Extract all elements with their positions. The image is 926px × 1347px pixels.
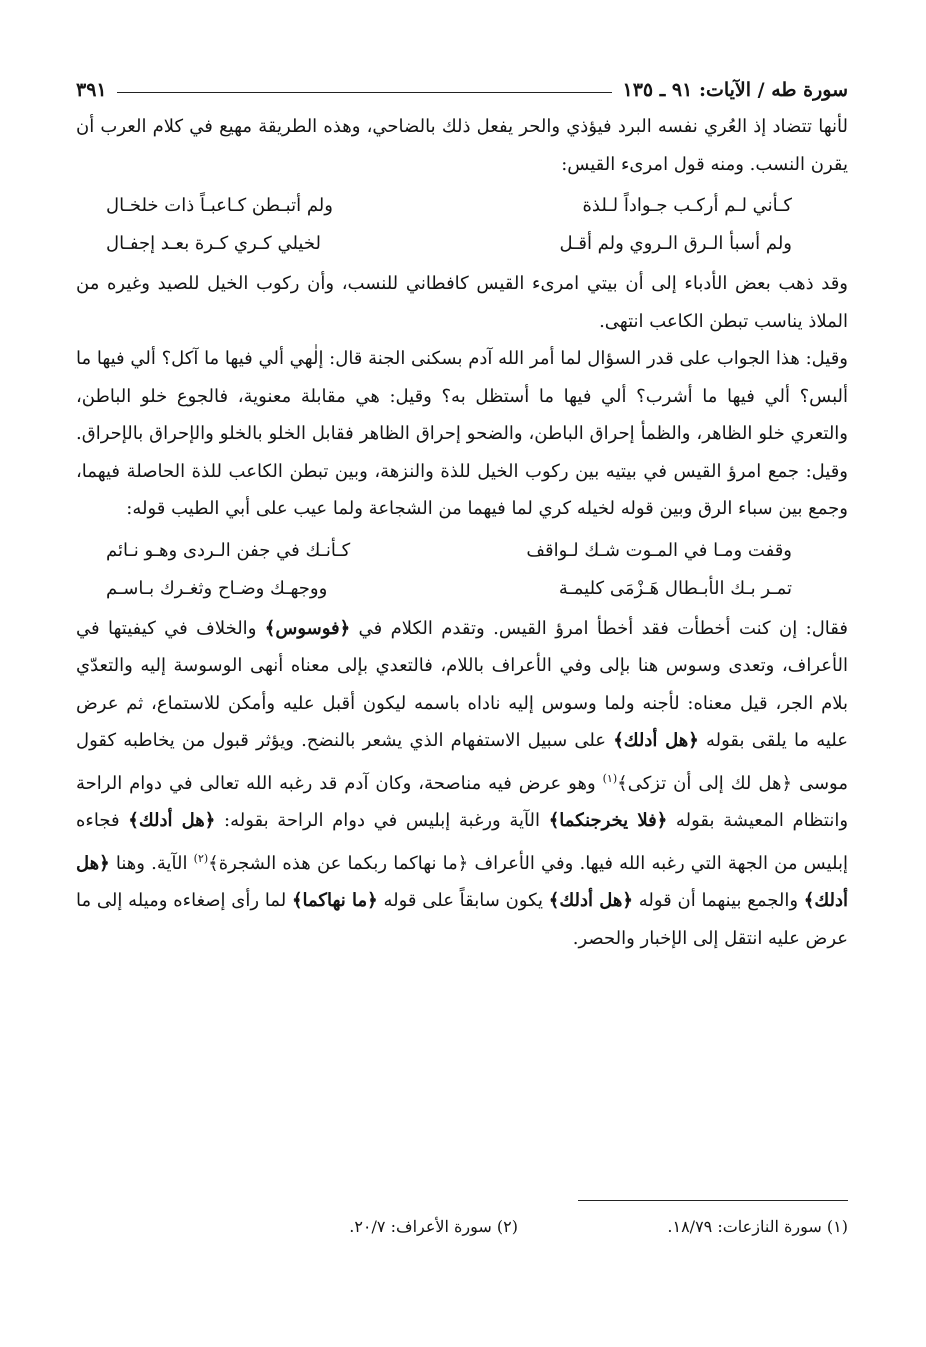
running-title: سورة طه / الآيات: ٩١ ـ ١٣٥ (622, 79, 848, 101)
hemistich-second: ولم أتبـطن كـاعبـاً ذات خلخـال (106, 195, 333, 216)
hemistich-second: ووجهـك وضـاح وثغـرك بـاسـم (106, 577, 328, 599)
footnote-2: (٢) سورة الأعراف: ٢٠/٧. (349, 1217, 518, 1236)
quran-quote: ﴿هل أدلك﴾ (613, 730, 699, 751)
hemistich-first: ولم أسبأ الـرق الـروي ولم أقـل (559, 233, 792, 254)
quran-quote: ﴿هل أدلك﴾ (548, 890, 633, 911)
poem-imru-al-qais (76, 187, 848, 263)
text-run: الآية. وهنا (109, 852, 194, 874)
paragraph-2: وقد ذهب بعض الأدباء إلى أن بيتي امرىء القيس كافطاني للنسب، وأن ركوب الخيل للصيد وغيره من الملاذ يناسب تبطن الكاعب انتهى. (76, 273, 848, 332)
poem-verse (76, 225, 848, 263)
quran-quote: ﴿هل أدلك﴾ (76, 852, 849, 911)
page (76, 72, 849, 1236)
page-header (76, 72, 848, 108)
text-run: فقال: إن كنت أخطأت فقد أخطأ امرؤ القيس. وتقدم الكلام في (350, 617, 848, 639)
poem-verse (76, 187, 848, 225)
hemistich-second: لخيلي كـري كـرة بعـد إجفـال (106, 233, 321, 254)
quran-quote: ﴿فوسوس﴾ (264, 617, 351, 639)
hemistich-second: كـأنـك في جفن الـردى وهـو نـائم (106, 539, 351, 561)
poem-verse (76, 532, 848, 570)
paragraph-4 (76, 610, 848, 958)
text-run: لما رأى إصغاءه وميله إلى ما عرض عليه انتقل إلى الإخبار والحصر. (76, 890, 848, 949)
footnote-1: (١) سورة النازعات: ١٨/٧٩. (667, 1217, 848, 1236)
text-run: والخلاف في كيفيتها في الأعراف، وتعدى وسوس هنا بإلى وفي الأعراف باللام، فالتعدي بإلى معناه أنهى الوسوسة إليه والتعدّي بلام الجر، قيل معناه: لأجنه ولما وسوس إليه ناداه باسمه ليكون أقبل عليه وأمكن للاستماع، ثم عرض عليه ما يلقى بقوله (76, 617, 849, 751)
text-run: وهو عرض فيه مناصحة، وكان آدم قد رغبه الله تعالى في دوام الراحة وانتظام المعيشة بقوله (76, 772, 849, 831)
quran-quote: ﴿ما نهاكما﴾ (291, 890, 378, 911)
footnote-ref: (٢) (193, 851, 209, 865)
text-run: والجمع بينهما أن قوله (632, 890, 804, 911)
hemistich-first: وقفت ومـا في المـوت شـك لـواقف (526, 539, 792, 561)
page-number: ٣٩١ (76, 79, 107, 101)
text-run: يكون سابقاً على قوله (377, 890, 549, 911)
hemistich-first: كـأني لـم أركـب جـواداً لـلذة (582, 195, 792, 216)
text-run: فجاءه إبليس من الجهة التي رغبه الله فيها. وفي الأعراف ﴿ما نهاكما ربكما عن هذه الشجرة﴾ (76, 810, 848, 874)
header-rule (117, 92, 613, 93)
footnote-ref: (١) (602, 771, 618, 785)
hemistich-first: تمـر بـك الأبـطال هَـزْمَى كليمـة (558, 577, 792, 599)
paragraph-3: وقيل: هذا الجواب على قدر السؤال لما أمر الله آدم بسكنى الجنة قال: إلٰهي ألي فيها ما آكل؟ ألي فيها ما ألبس؟ ألي فيها ما أشرب؟ ألي فيها ما أستظل به؟ وقيل: هي مقابلة معنوية، فالجوع خلو الباطن، والتعري خلو الظاهر، والظمأ إحراق الباطن، والضحو إحراق الظاهر فقابل الخلو بالخلو والإحراق بالإحراق. وقيل: جمع امرؤ القيس في بيتيه بين ركوب الخيل للذة والنزهة، وبين تبطن الكاعب للذة الحاصلة فيهما، وجمع بين سباء الرق وبين قوله لخيله كري لما فيهما من الشجاعة ولما عيب على أبي الطيب قوله: (76, 348, 848, 519)
poem-abu-al-tayyib (76, 532, 848, 608)
text-run: الآية ورغبة إبليس في دوام الراحة بقوله: (215, 810, 549, 831)
footnote-separator (578, 1200, 848, 1201)
footnotes (76, 1215, 848, 1239)
text-run: على سبيل الاستفهام الذي يشعر بالنضح. ويؤثر قبول من يخاطبه كقول موسى ﴿هل لك إلى أن تزكى﴾ (76, 730, 848, 794)
paragraph-1: لأنها تتضاد إذ العُري نفسه البرد فيؤذي والحر يفعل ذلك بالضاحي، وهذه الطريقة مهيع في كلام العرب أن يقرن النسب. ومنه قول امرىء القيس: (76, 116, 848, 175)
quran-quote: ﴿هل أدلك﴾ (128, 810, 216, 831)
poem-verse (76, 570, 848, 608)
quran-quote: ﴿فلا يخرجنكما﴾ (548, 810, 668, 831)
